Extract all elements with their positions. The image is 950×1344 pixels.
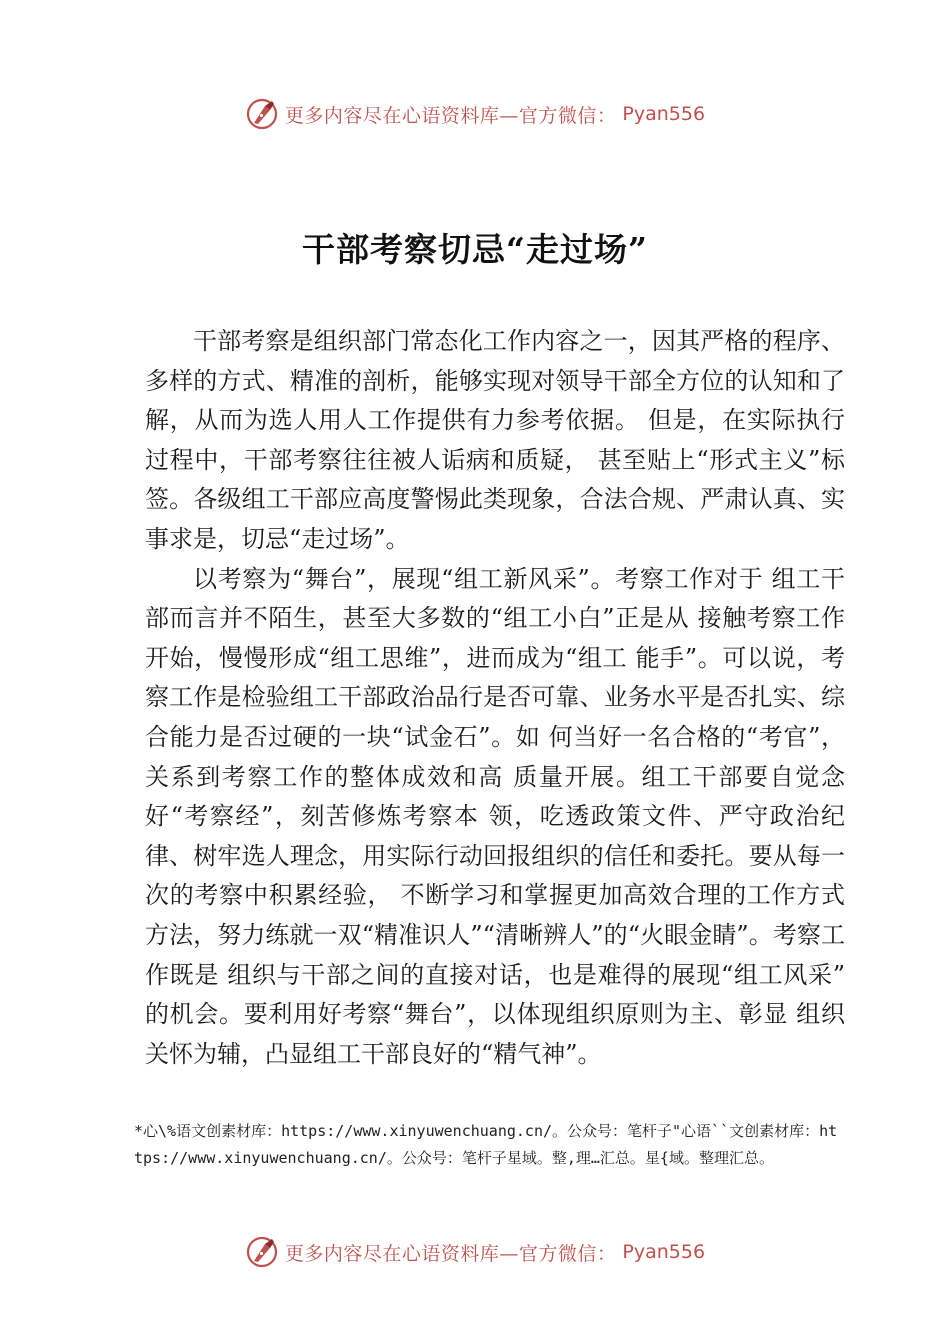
banner-slogan: 更多内容尽在心语资料库—官方微信： <box>284 1242 617 1265</box>
document-title: 干部考察切忌“走过场” <box>302 230 648 270</box>
source-footnote: *心\%语文创素材库：https://www.xinyuwenchuang.cn/。公众号：笔杆子"心语``文创素材库：https://www.xinyuwenchuang.cn/。公众号：笔杆子星域。整,理…汇总。星{域。整理汇总。 <box>134 1122 838 1167</box>
document-body <box>145 322 845 1074</box>
banner-wechat-id: Pyan556 <box>622 103 706 125</box>
banner-slogan: 更多内容尽在心语资料库—官方微信： <box>284 104 617 127</box>
pen-nib-circle-icon <box>245 97 279 131</box>
pen-nib-circle-icon <box>245 1235 279 1269</box>
paragraph-2: 以考察为“舞台”，展现“组工新风采”。考察工作对于 组工干部而言并不陌生，甚至大多数的“组工小白”正是从 接触考察工作开始，慢慢形成“组工思维”，进而成为“组工 能手”。可以说，考察工作是检验组工干部政治品行是否可靠、业务水平是否扎实、综合能力是否过硬的一块“试金石”。如 何当好一名合格的“考官”，关系到考察工作的整体成效和高 质量开展。组工干部要自觉念好“考察经”，刻苦修炼考察本 领，吃透政策文件、严守政治纪律、树牢选人理念，用实际行动回报组织的信任和委托。要从每一次的考察中积累经验， 不断学习和掌握更加高效合理的工作方式方法，努力练就一双“精准识人”“清晰辨人”的“火眼金睛”。考察工作既是 组织与干部之间的直接对话，也是难得的展现“组工风采” 的机会。要利用好考察“舞台”，以体现组织原则为主、彰显 组织关怀为辅，凸显组工干部良好的“精气神”。 <box>145 564 845 1068</box>
paragraph-1: 干部考察是组织部门常态化工作内容之一，因其严格的程序、多样的方式、精准的剖析，能够实现对领导干部全方位的认知和了解，从而为选人用人工作提供有力参考依据。 但是，在实际执行过程中，干部考察往往被人诟病和质疑， 甚至贴上“形式主义”标签。各级组工干部应高度警惕此类现象，合法合规、严肃认真、实事求是，切忌“走过场”。 <box>145 327 845 553</box>
banner-wechat-id: Pyan556 <box>622 1241 706 1263</box>
header-banner <box>0 94 950 134</box>
footer-banner <box>0 1232 950 1272</box>
